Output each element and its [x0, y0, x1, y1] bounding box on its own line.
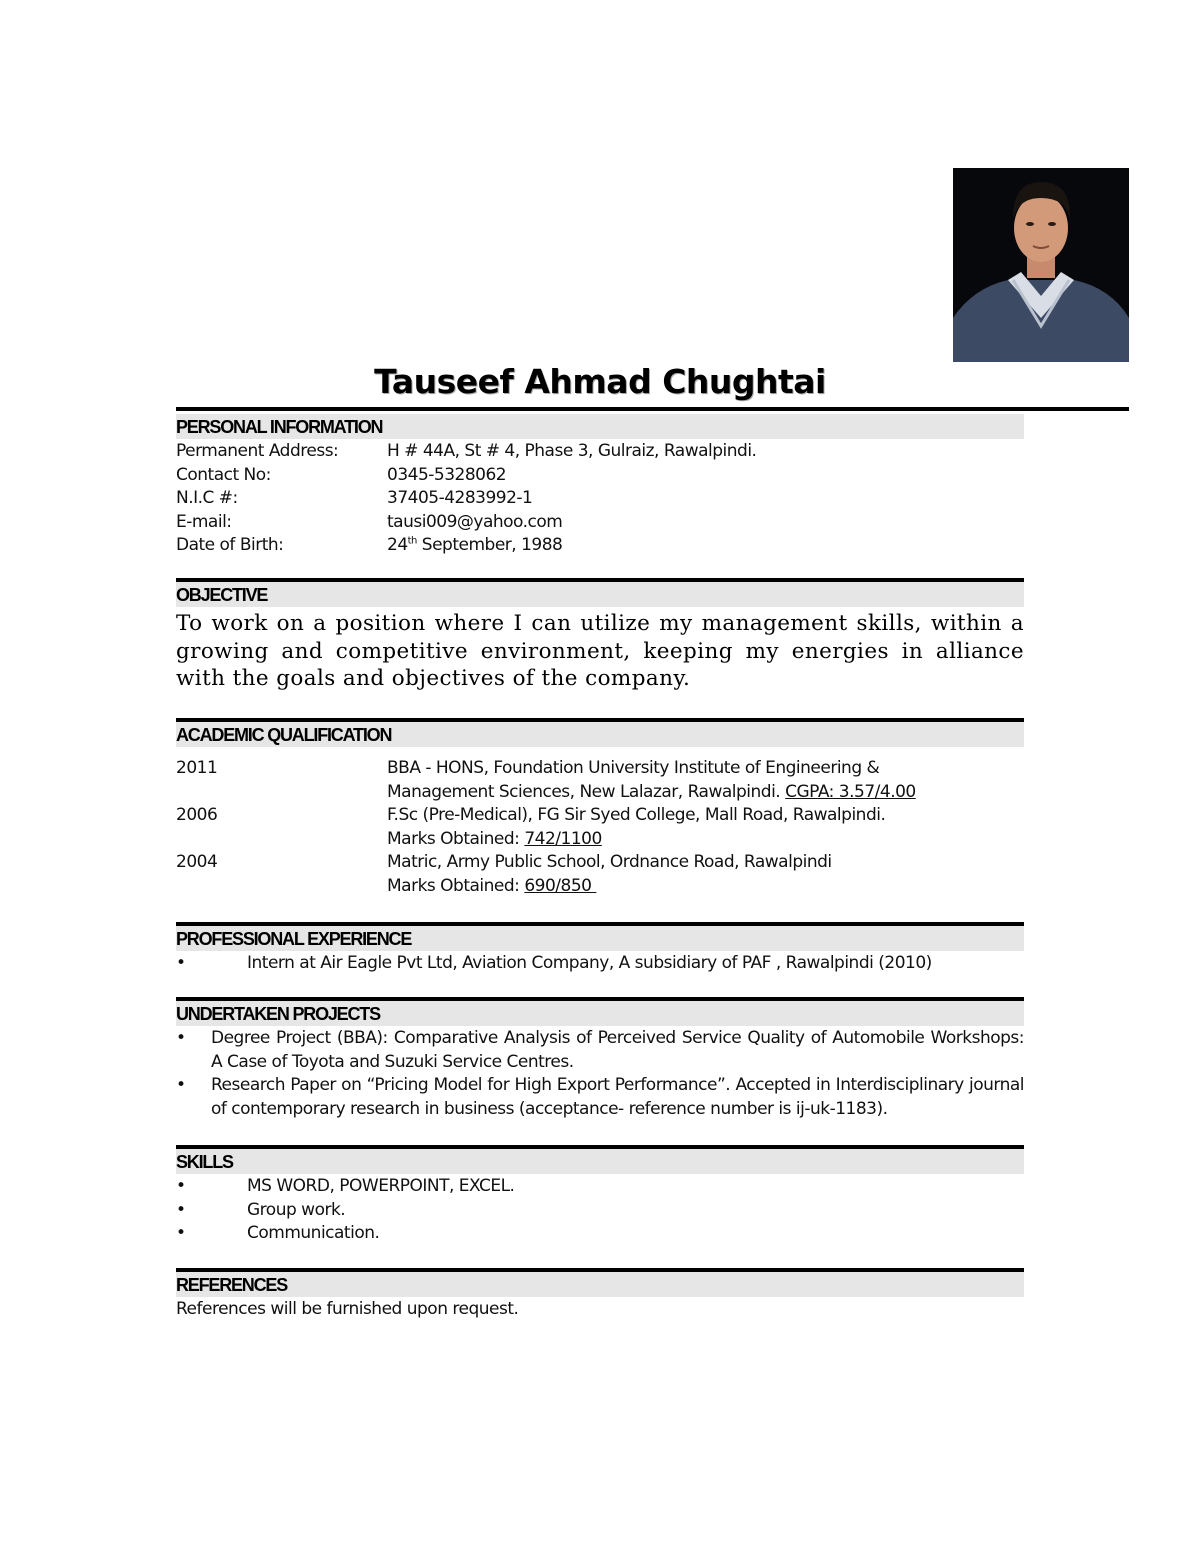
- info-label: Permanent Address:: [176, 441, 339, 461]
- section-heading-academic: ACADEMIC QUALIFICATION: [176, 722, 1024, 747]
- list-item: [176, 1074, 1024, 1121]
- skill-text: Communication.: [247, 1223, 380, 1244]
- academic-line: BBA - HONS, Foundation University Institute of Engineering &: [387, 758, 880, 778]
- dob-day: 24: [387, 535, 408, 556]
- name-divider: [176, 407, 1129, 411]
- project-text: Research Paper on “Pricing Model for High Export Performance”. Accepted in Interdisciplinary journal of contemporary research in business (acceptance- reference number is ij-uk-1183).: [211, 1075, 1024, 1119]
- list-item: [176, 1027, 1024, 1074]
- skill-text: MS WORD, POWERPOINT, EXCEL.: [247, 1176, 515, 1196]
- project-text: Degree Project (BBA): Comparative Analysis of Perceived Service Quality of Automobile Workshops: A Case of Toyota and Suzuki Service Centres.: [211, 1028, 1024, 1072]
- section-heading-references: REFERENCES: [176, 1272, 1024, 1297]
- section-heading-objective: OBJECTIVE: [176, 582, 1024, 607]
- section-heading-personal: PERSONAL INFORMATION: [176, 414, 1024, 439]
- academic-line-text: Marks Obtained:: [387, 828, 525, 849]
- academic-section: [176, 718, 1024, 899]
- academic-entry: [176, 804, 1024, 851]
- info-row: [176, 534, 1024, 558]
- bullet: •: [176, 1176, 186, 1196]
- section-heading-skills: SKILLS: [176, 1149, 1024, 1174]
- references-text: References will be furnished upon request.: [176, 1299, 519, 1319]
- academic-score: CGPA: 3.57/4.00: [785, 781, 916, 802]
- academic-score: 742/1100: [524, 828, 602, 849]
- projects-section: [176, 997, 1024, 1121]
- academic-line-text: Management Sciences, New Lalazar, Rawalpindi.: [387, 781, 786, 802]
- dob-rest: September, 1988: [416, 535, 563, 556]
- academic-entry: [176, 851, 1024, 898]
- info-label: Contact No:: [176, 464, 271, 485]
- list-item: [176, 952, 1024, 976]
- bullet: •: [176, 1028, 186, 1048]
- bullet: •: [176, 1223, 186, 1244]
- academic-score: 690/850: [524, 875, 597, 896]
- academic-line: [387, 875, 1024, 899]
- info-row: [176, 440, 1024, 464]
- info-value: H # 44A, St # 4, Phase 3, Gulraiz, Rawalpindi.: [387, 441, 757, 461]
- info-row: [176, 511, 1024, 535]
- academic-year: 2011: [176, 758, 218, 778]
- candidate-name: Tauseef Ahmad Chughtai: [374, 362, 826, 401]
- experience-text: Intern at Air Eagle Pvt Ltd, Aviation Company, A subsidiary of PAF , Rawalpindi (2010): [247, 953, 932, 973]
- personal-information-section: [176, 414, 1024, 558]
- academic-line-text: Marks Obtained:: [387, 875, 525, 896]
- list-item: [176, 1199, 1024, 1223]
- objective-text: To work on a position where I can utilize my management skills, within a growing and competitive environment, keeping my energies in alliance with the goals and objectives of the company.: [176, 611, 1024, 691]
- academic-entry: [176, 757, 1024, 804]
- academic-line: [387, 781, 1024, 805]
- info-label: E-mail:: [176, 511, 232, 532]
- objective-section: [176, 578, 1024, 693]
- academic-year: 2006: [176, 805, 218, 826]
- info-row: [176, 487, 1024, 511]
- bullet: •: [176, 1075, 186, 1096]
- skills-section: [176, 1145, 1024, 1246]
- section-heading-experience: PROFESSIONAL EXPERIENCE: [176, 926, 1024, 951]
- academic-year: 2004: [176, 852, 218, 873]
- info-value: 0345-5328062: [387, 464, 507, 485]
- list-item: [176, 1222, 1024, 1246]
- skill-text: Group work.: [247, 1199, 346, 1220]
- list-item: [176, 1175, 1024, 1199]
- academic-line: Matric, Army Public School, Ordnance Road, Rawalpindi: [387, 852, 832, 873]
- experience-section: [176, 922, 1024, 976]
- academic-line: F.Sc (Pre-Medical), FG Sir Syed College, Mall Road, Rawalpindi.: [387, 805, 886, 826]
- references-section: [176, 1268, 1024, 1322]
- profile-photo: [953, 168, 1129, 362]
- section-heading-projects: UNDERTAKEN PROJECTS: [176, 1001, 1024, 1026]
- info-value: 37405-4283992-1: [387, 488, 533, 509]
- academic-line: [387, 828, 1024, 852]
- info-row: [176, 464, 1024, 488]
- bullet: •: [176, 953, 186, 973]
- info-label: N.I.C #:: [176, 488, 238, 509]
- bullet: •: [176, 1199, 186, 1220]
- email-value[interactable]: tausi009@yahoo.com: [387, 511, 563, 532]
- info-label: Date of Birth:: [176, 535, 284, 556]
- dob-suffix: th: [407, 535, 417, 547]
- profile-photo-illustration: [953, 168, 1129, 362]
- dob-value: [387, 534, 1024, 558]
